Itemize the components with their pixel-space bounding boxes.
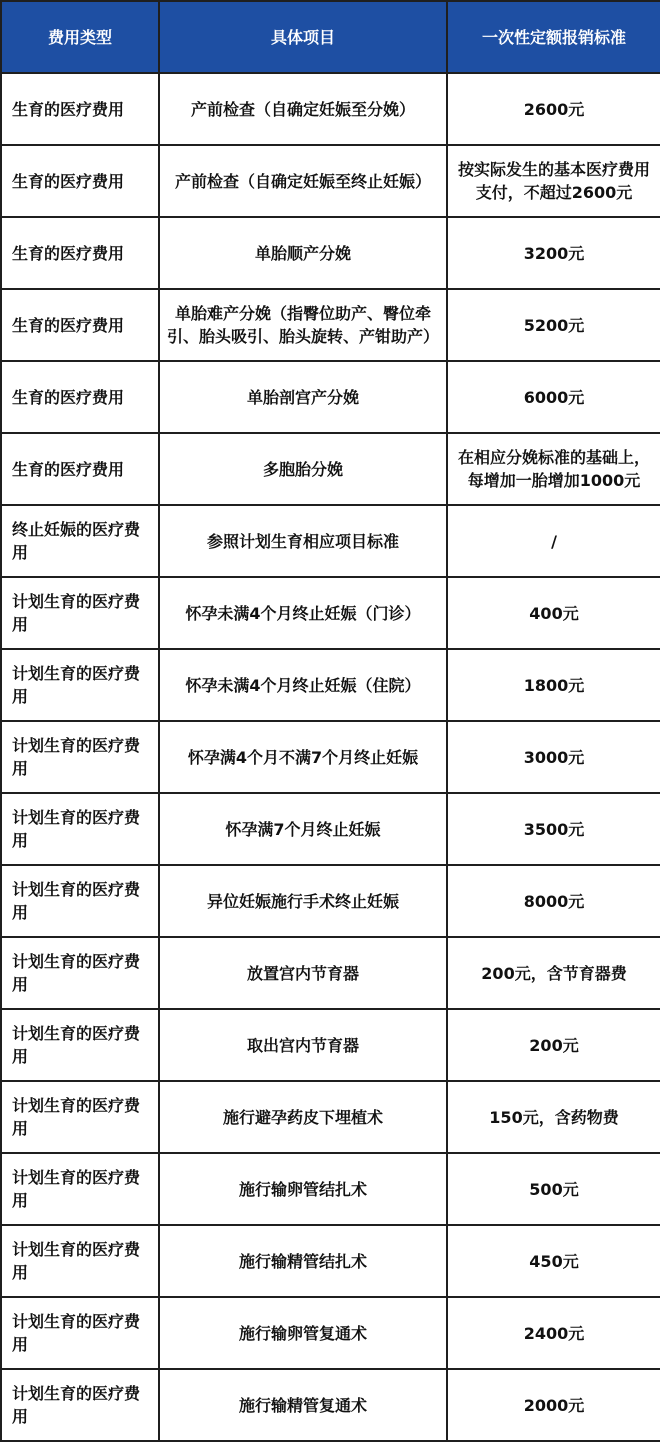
table-row (1, 1225, 660, 1297)
expense-type-cell: 计划生育的医疗费用 (1, 1225, 159, 1297)
table-row (1, 145, 660, 217)
specific-item-cell: 单胎剖宫产分娩 (159, 361, 447, 433)
expense-type-cell: 计划生育的医疗费用 (1, 649, 159, 721)
expense-type-cell: 生育的医疗费用 (1, 73, 159, 145)
table-row (1, 73, 660, 145)
specific-item-cell: 放置宫内节育器 (159, 937, 447, 1009)
expense-type-cell: 计划生育的医疗费用 (1, 1009, 159, 1081)
specific-item-cell: 取出宫内节育器 (159, 1009, 447, 1081)
specific-item-cell: 产前检查（自确定妊娠至终止妊娠） (159, 145, 447, 217)
table-row (1, 577, 660, 649)
specific-item-cell: 异位妊娠施行手术终止妊娠 (159, 865, 447, 937)
reimbursement-amount-cell: 400元 (447, 577, 660, 649)
header-reimbursement-standard: 一次性定额报销标准 (447, 1, 660, 73)
table-row (1, 1009, 660, 1081)
reimbursement-amount-cell: 按实际发生的基本医疗费用支付，不超过2600元 (447, 145, 660, 217)
specific-item-cell: 产前检查（自确定妊娠至分娩） (159, 73, 447, 145)
reimbursement-amount-cell: 3500元 (447, 793, 660, 865)
table-row (1, 793, 660, 865)
expense-type-cell: 计划生育的医疗费用 (1, 1081, 159, 1153)
reimbursement-amount-cell: / (447, 505, 660, 577)
table-row (1, 289, 660, 361)
specific-item-cell: 单胎顺产分娩 (159, 217, 447, 289)
table-header-row (1, 1, 660, 73)
reimbursement-amount-cell: 450元 (447, 1225, 660, 1297)
expense-type-cell: 终止妊娠的医疗费用 (1, 505, 159, 577)
expense-type-cell: 生育的医疗费用 (1, 217, 159, 289)
expense-type-cell: 生育的医疗费用 (1, 433, 159, 505)
expense-type-cell: 生育的医疗费用 (1, 361, 159, 433)
reimbursement-amount-cell: 150元，含药物费 (447, 1081, 660, 1153)
header-specific-item: 具体项目 (159, 1, 447, 73)
reimbursement-amount-cell: 2600元 (447, 73, 660, 145)
specific-item-cell: 施行输卵管结扎术 (159, 1153, 447, 1225)
expense-type-cell: 计划生育的医疗费用 (1, 865, 159, 937)
table-row (1, 721, 660, 793)
reimbursement-amount-cell: 200元，含节育器费 (447, 937, 660, 1009)
expense-type-cell: 生育的医疗费用 (1, 289, 159, 361)
reimbursement-amount-cell: 在相应分娩标准的基础上，每增加一胎增加1000元 (447, 433, 660, 505)
expense-type-cell: 计划生育的医疗费用 (1, 1369, 159, 1441)
specific-item-cell: 怀孕满7个月终止妊娠 (159, 793, 447, 865)
specific-item-cell: 怀孕未满4个月终止妊娠（住院） (159, 649, 447, 721)
header-expense-type: 费用类型 (1, 1, 159, 73)
table-row (1, 217, 660, 289)
table-row (1, 649, 660, 721)
reimbursement-amount-cell: 8000元 (447, 865, 660, 937)
reimbursement-amount-cell: 5200元 (447, 289, 660, 361)
table-row (1, 1369, 660, 1441)
specific-item-cell: 施行避孕药皮下埋植术 (159, 1081, 447, 1153)
specific-item-cell: 施行输精管复通术 (159, 1369, 447, 1441)
expense-type-cell: 计划生育的医疗费用 (1, 1297, 159, 1369)
specific-item-cell: 多胞胎分娩 (159, 433, 447, 505)
reimbursement-amount-cell: 500元 (447, 1153, 660, 1225)
reimbursement-amount-cell: 3200元 (447, 217, 660, 289)
table-row (1, 1153, 660, 1225)
reimbursement-amount-cell: 2000元 (447, 1369, 660, 1441)
expense-type-cell: 计划生育的医疗费用 (1, 937, 159, 1009)
expense-type-cell: 计划生育的医疗费用 (1, 721, 159, 793)
expense-type-cell: 计划生育的医疗费用 (1, 577, 159, 649)
specific-item-cell: 施行输精管结扎术 (159, 1225, 447, 1297)
specific-item-cell: 参照计划生育相应项目标准 (159, 505, 447, 577)
reimbursement-amount-cell: 3000元 (447, 721, 660, 793)
specific-item-cell: 单胎难产分娩（指臀位助产、臀位牵引、胎头吸引、胎头旋转、产钳助产） (159, 289, 447, 361)
reimbursement-amount-cell: 200元 (447, 1009, 660, 1081)
reimbursement-amount-cell: 2400元 (447, 1297, 660, 1369)
specific-item-cell: 施行输卵管复通术 (159, 1297, 447, 1369)
table-row (1, 937, 660, 1009)
table-row (1, 433, 660, 505)
table-body (1, 73, 660, 1441)
table-row (1, 505, 660, 577)
expense-type-cell: 生育的医疗费用 (1, 145, 159, 217)
table-row (1, 361, 660, 433)
specific-item-cell: 怀孕满4个月不满7个月终止妊娠 (159, 721, 447, 793)
reimbursement-amount-cell: 6000元 (447, 361, 660, 433)
reimbursement-amount-cell: 1800元 (447, 649, 660, 721)
expense-type-cell: 计划生育的医疗费用 (1, 793, 159, 865)
specific-item-cell: 怀孕未满4个月终止妊娠（门诊） (159, 577, 447, 649)
table-row (1, 1081, 660, 1153)
table-row (1, 1297, 660, 1369)
expense-type-cell: 计划生育的医疗费用 (1, 1153, 159, 1225)
table-row (1, 865, 660, 937)
